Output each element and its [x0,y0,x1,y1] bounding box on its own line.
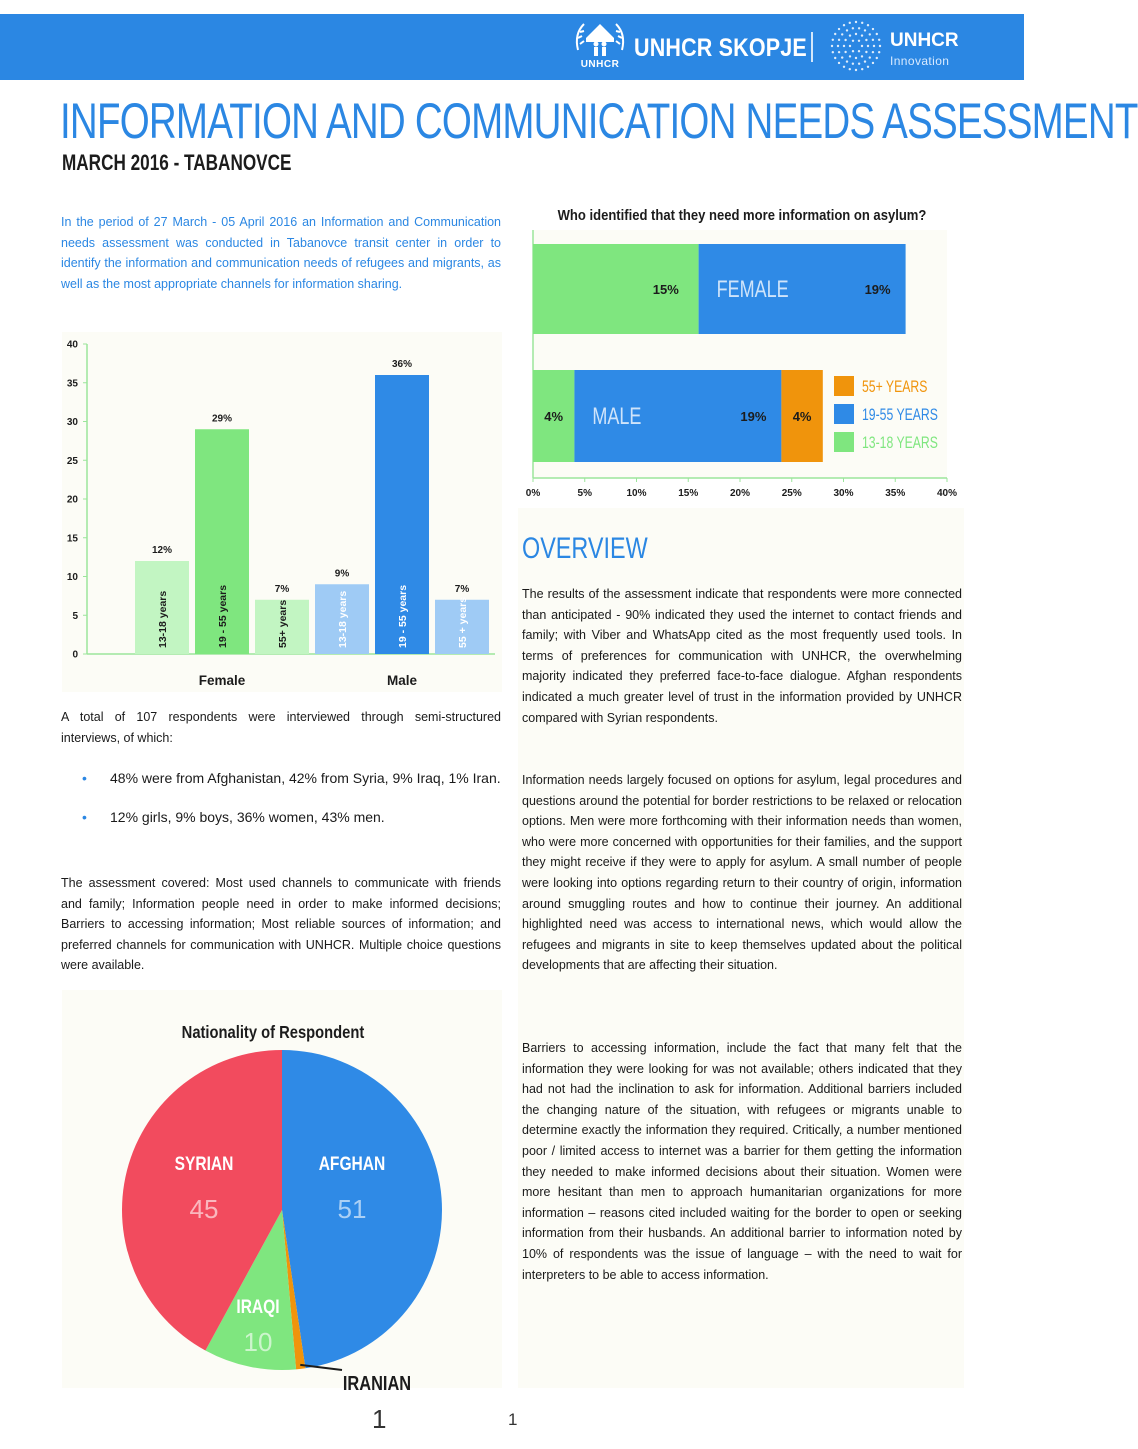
innovation-subtitle: Innovation [890,54,950,68]
y-tick-label: 10 [66,572,78,583]
legend-swatch [834,376,854,396]
x-tick-label: 30% [833,488,854,499]
hbar-value-label: 19% [864,282,891,297]
bar-category-label: 13-18 years [337,590,349,648]
bullet-icon: • [82,770,87,786]
legend-label: 55+ YEARS [862,378,928,397]
bullet-icon: • [82,809,87,825]
x-tick-label: 0% [525,488,541,499]
x-tick-label: 15% [678,488,699,499]
bar-category-label: 13-18 years [157,590,169,648]
pie-value-syrian: 45 [189,1194,219,1224]
bar-value-label: 9% [334,568,350,580]
hbar-category-male: MALE [592,403,642,430]
logo-wordmark: UNHCR [580,59,620,70]
pie-chart-title: Nationality of Respondent [181,1022,365,1043]
nationality-pie-chart [62,1010,502,1400]
overview-paragraph-2: Information needs largely focused on options for asylum, legal procedures and questions around the potential for border restrictions to be relaxed or relocation options. Men were more forthcoming with their information needs than women, who were more concerned with opportunities for their families, and the support they might receive if they were to apply for asylum. A small number of people were looking into options regarding return to their country of origin, information around smuggling routes and how to continue their journey. An additional highlighted need was access to international news, which would allow the refugees and migrants in site to keep themselves updated about the political developments that are affecting their situation. [522,773,962,973]
bar-category-label: 55+ years [277,599,289,648]
page-number-right: 1 [508,1410,518,1429]
legend-swatch [834,404,854,424]
pie-label-iraqi: IRAQI [236,1295,280,1318]
x-tick-label: 10% [626,488,647,499]
assessment-covered-paragraph: The assessment covered: Most used channels to communicate with friends and family; Information people need in order to make informed decisions; Barriers to accessing information; Most reliable sources of information; and preferred channels for communication with UNHCR. Multiple choice questions were available. [61,876,501,973]
x-tick-label: 20% [729,488,751,499]
y-tick-label: 30 [66,417,78,428]
y-tick-label: 20 [66,494,78,506]
overview-paragraph-3: Barriers to accessing information, include the fact that many felt that the information they were looking for was not available; others indicated that they had not had the inclination to ask for information. Additional barriers included the changing nature of the situation, with refugees or migrants unable to determine exactly the information they required. Critically, a number mentioned poor / limited access to internet was a barrier for them getting the information they needed to make informed decisions about their situation. Women were more hesitant than men to approach humanitarian organizations for more information – reasons cited included waiting for the border to open or seeking information from their husbands. An additional barrier to information noted by 10% of respondents was the issue of language – with the need to wait for interpreters to be able to access information. [522,1041,962,1282]
header-divider [811,32,813,62]
hbar-value-label: 19% [740,409,767,424]
innovation-name: UNHCR [890,30,959,51]
hbar-value-label: 4% [792,409,812,424]
x-tick-label: 25% [781,488,802,499]
x-tick-label: 5% [577,488,592,499]
overview-heading: OVERVIEW [522,532,648,565]
legend-label: 19-55 YEARS [862,406,938,425]
intro-paragraph: In the period of 27 March - 05 April 2016 an Information and Communication needs assessment was conducted in Tabanovce transit center in order to identify the information and communication needs of refugees and migrants, as well as the most appropriate channels for information sharing. [61,215,501,291]
hbar-category-female: FEMALE [716,276,789,303]
pie-label-iranian: IRANIAN [342,1371,412,1395]
hbar-value-label: 4% [544,409,564,424]
bar-category-label: 19 - 55 years [397,584,409,648]
list-item: • 12% girls, 9% boys, 36% women, 43% men. [82,807,502,828]
group-label-male: Male [386,673,418,688]
y-tick-label: 25 [66,455,78,467]
asylum-info-bar-chart [512,200,972,505]
respondents-list [82,768,502,846]
list-item: • 48% were from Afghanistan, 42% from Syria, 9% Iraq, 1% Iran. [82,768,502,789]
bar-category-label: 19 - 55 years [217,584,229,648]
group-label-female: Female [198,673,246,688]
legend-label: 13-18 YEARS [862,434,938,453]
hbar-value-label: 15% [652,282,679,297]
pie-value-afghan: 51 [337,1194,367,1224]
header-banner [0,14,1024,80]
hbar-chart-title: Who identified that they need more information on asylum? [557,207,927,224]
y-tick-label: 5 [72,610,78,622]
page-title: INFORMATION AND COMMUNICATION NEEDS ASSESSMENT [60,93,1138,149]
pie-label-afghan: AFGHAN [318,1152,386,1175]
page-number-left: 1 [372,1404,387,1434]
pie-value-iraqi: 10 [243,1327,273,1357]
office-name: UNHCR SKOPJE [634,34,807,62]
legend-swatch [834,432,854,452]
y-tick-label: 0 [72,649,78,661]
respondents-paragraph: A total of 107 respondents were interviewed through semi-structured interviews, of which: [61,710,501,745]
bar-value-label: 36% [391,359,413,370]
y-tick-label: 40 [66,339,78,351]
bar-value-label: 29% [211,413,233,425]
bar-value-label: 7% [454,583,470,595]
bar-category-label: 55 + years [457,596,469,648]
y-tick-label: 35 [66,378,78,390]
age-gender-bar-chart [55,330,505,696]
bar-value-label: 7% [274,583,290,595]
x-tick-label: 40% [936,488,958,499]
pie-label-syrian: SYRIAN [174,1152,234,1175]
y-tick-label: 15 [66,533,78,545]
overview-paragraph-1: The results of the assessment indicate that respondents were more connected than anticipated - 90% indicated they used the internet to contact friends and family; with Viber and WhatsApp cited as the most frequently used tools. In terms of preferences for communication with UNHCR, the overwhelming majority indicated they preferred face-to-face dialogue. Afghan respondents indicated a much greater level of trust in the information provided by UNHCR compared with Syrian respondents. [522,587,962,725]
page-subtitle: MARCH 2016 - TABANOVCE [62,150,292,175]
innovation-logo-icon [828,18,884,74]
bar-value-label: 12% [151,545,173,556]
x-tick-label: 35% [885,488,906,499]
